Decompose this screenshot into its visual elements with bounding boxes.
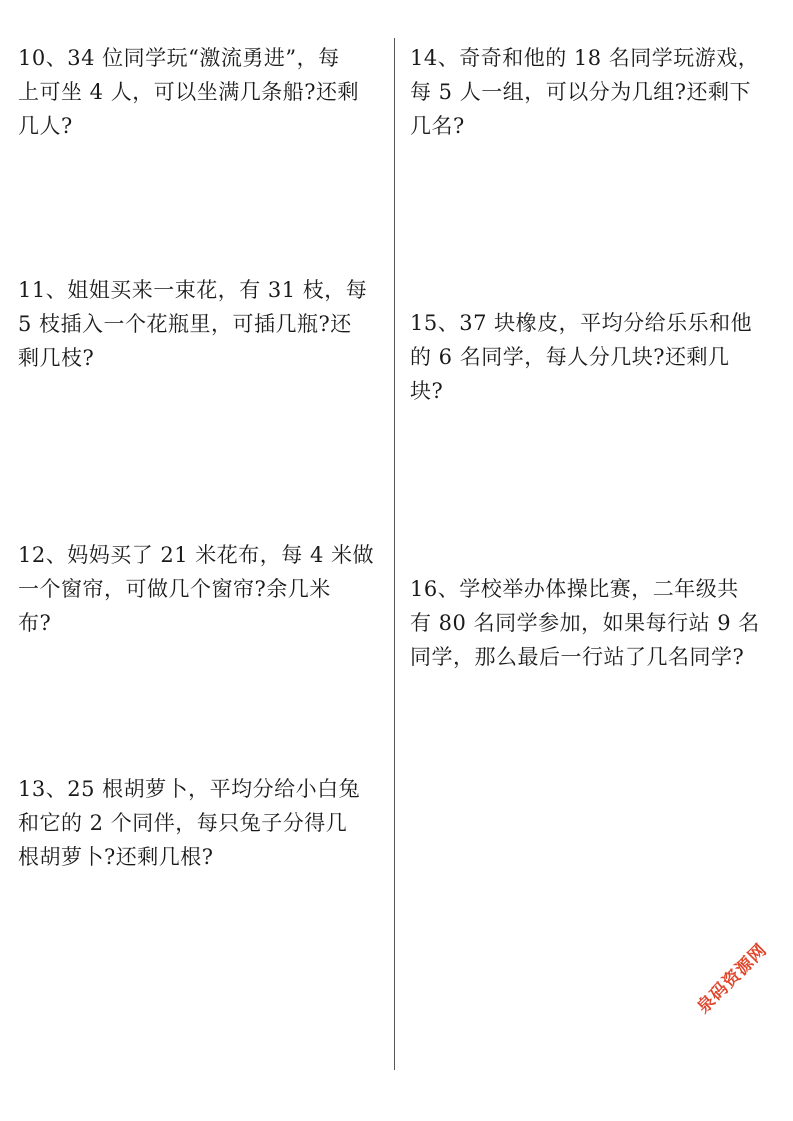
problem-13 xyxy=(18,772,360,874)
problem-15-line-1: 15、37 块橡皮，平均分给乐乐和他 xyxy=(410,311,753,335)
problem-16 xyxy=(410,572,760,674)
problem-15-line-3: 块? xyxy=(410,379,444,403)
problem-11-line-2: 5 枝插入一个花瓶里，可插几瓶?还 xyxy=(18,312,352,336)
problem-13-line-2: 和它的 2 个同伴，每只兔子分得几 xyxy=(18,811,348,835)
problem-15-line-2: 的 6 名同学，每人分几块?还剩几 xyxy=(410,345,730,369)
problem-10 xyxy=(18,41,359,143)
problem-11-line-1: 11、姐姐买来一束花，有 31 枝，每 xyxy=(18,278,368,302)
watermark: 泉码资源网 xyxy=(693,939,772,1018)
problem-14 xyxy=(410,41,759,143)
problem-16-line-3: 同学，那么最后一行站了几名同学? xyxy=(410,645,745,669)
column-divider xyxy=(394,38,395,1070)
problem-13-line-3: 根胡萝卜?还剩几根? xyxy=(18,845,214,869)
problem-14-line-3: 几名? xyxy=(410,114,465,138)
problem-15 xyxy=(410,306,752,408)
problem-10-line-1: 10、34 位同学玩“激流勇进”，每 xyxy=(18,46,340,70)
problem-10-line-3: 几人? xyxy=(18,114,73,138)
problem-16-line-1: 16、学校举办体操比赛，二年级共 xyxy=(410,577,739,601)
problem-13-line-1: 13、25 根胡萝卜，平均分给小白兔 xyxy=(18,777,361,801)
problem-11 xyxy=(18,273,367,375)
problem-10-line-2: 上可坐 4 人，可以坐满几条船?还剩 xyxy=(18,80,359,104)
problem-16-line-2: 有 80 名同学参加，如果每行站 9 名 xyxy=(410,611,760,635)
problem-12 xyxy=(18,538,374,640)
problem-12-line-3: 布? xyxy=(18,611,52,635)
problem-14-line-2: 每 5 人一组，可以分为几组?还剩下 xyxy=(410,80,751,104)
problem-14-line-1: 14、奇奇和他的 18 名同学玩游戏， xyxy=(410,46,760,70)
problem-12-line-2: 一个窗帘，可做几个窗帘?余几米 xyxy=(18,577,331,601)
problem-11-line-3: 剩几枝? xyxy=(18,346,95,370)
problem-12-line-1: 12、妈妈买了 21 米花布，每 4 米做 xyxy=(18,543,375,567)
